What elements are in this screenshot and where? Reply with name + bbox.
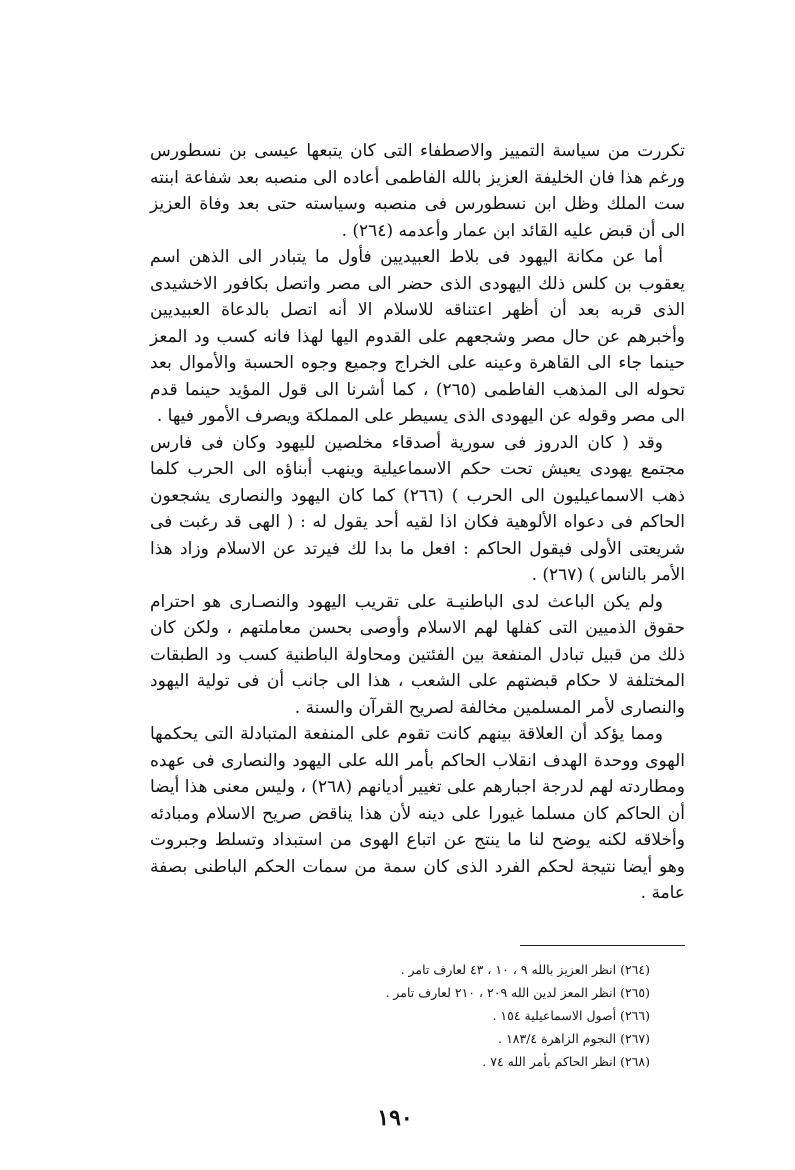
footnotes-block bbox=[250, 958, 650, 1073]
paragraph-5: ومما يؤكد أن العلاقة بينهم كانت تقوم على المنفعة المتبادلة التى يحكمها الهوى ووحدة الهدف انقلاب الحاكم بأمر الله على اليهود والنصارى فى عهده ومطاردته لهم لدرجة اجبارهم على تغيير أديانهم (٢٦٨) ، وليس معنى هذا أيضا أن الحاكم كان مسلما غيورا على دينه لأن هذا يناقض صريح الاسلام ومبادئه وأخلاقه لكنه يوضح لنا ما ينتج عن اتباع الهوى من استبداد وتسلط وجبروت وهو أيضا نتيجة لحكم الفرد الذى كان سمة من سمات الحكم الباطنى بصفة عامة . bbox=[150, 724, 685, 903]
footnote-268: (٢٦٨) انظر الحاكم بأمر الله ٧٤ . bbox=[482, 1054, 650, 1069]
main-text-block bbox=[150, 138, 685, 907]
paragraph-1: تكررت من سياسة التمييز والاصطفاء التى كان يتبعها عيسى بن نسطورس ورغم هذا فان الخليفة العزيز بالله الفاطمى أعاده الى منصبه بعد شفاعة ابنته ست الملك وظل ابن نسطورس فى منصبه وسياسته حتى بعد وفاة العزيز الى أن قبض عليه القائد ابن عمار وأعدمه (٢٦٤) . bbox=[150, 141, 685, 241]
footnote-265: (٢٦٥) انظر المعز لدين الله ٢٠٩ ، ٢١٠ لعارف تامر . bbox=[385, 985, 650, 1000]
footnote-267: (٢٦٧) النجوم الزاهرة ١٨٣/٤ . bbox=[498, 1031, 650, 1046]
footnote-divider bbox=[520, 945, 685, 946]
page-number: ١٩٠ bbox=[377, 1105, 413, 1131]
paragraph-2: أما عن مكانة اليهود فى بلاط العبيديين فأول ما يتبادر الى الذهن اسم يعقوب بن كلس ذلك اليهودى الذى حضر الى مصر واتصل بكافور الاخشيدى الذى قربه بعد أن أظهر اعتناقه للاسلام الا أنه اتصل بالدعاة العبيديين وأخبرهم عن حال مصر وشجعهم على القدوم اليها لهذا فانه كسب ود المعز حينما جاء الى القاهرة وعينه على الخراج وجميع وجوه الحسبة والأموال بعد تحوله الى المذهب الفاطمى (٢٦٥) ، كما أشرنا الى قول المؤيد حينما قدم الى مصر وقوله عن اليهودى الذى يسيطر على المملكة ويصرف الأمور فيها . bbox=[150, 247, 685, 426]
paragraph-4: ولم يكن الباعث لدى الباطنيـة على تقريب اليهود والنصـارى هو احترام حقوق الذميين التى كفلها لهم الاسلام وأوصى بحسن معاملتهم ، ولكن كان ذلك من قبيل تبادل المنفعة بين الفئتين ومحاولة الباطنية كسب ود الطبقات المختلفة لا حكام قبضتهم على الشعب ، هذا الى جانب أن فى تولية اليهود والنصارى لأمر المسلمين مخالفة لصريح القرآن والسنة . bbox=[150, 591, 685, 718]
footnote-266: (٢٦٦) أصول الاسماعيلية ١٥٤ . bbox=[492, 1008, 650, 1023]
footnote-264: (٢٦٤) انظر العزيز بالله ٩ ، ١٠ ، ٤٣ لعارف تامر . bbox=[400, 962, 650, 977]
paragraph-3: وقد ( كان الدروز فى سورية أصدقاء مخلصين لليهود وكان فى فارس مجتمع يهودى يعيش تحت حكم الاسماعيلية وينهب أبناؤه الى الحرب كلما ذهب الاسماعيليون الى الحرب ) (٢٦٦) كما كان اليهود والنصارى يشجعون الحاكم فى دعواه الألوهية فكان اذا لقيه أحد يقول له : ( الهى قد رغبت فى شريعتى الأولى فيقول الحاكم : افعل ما بدا لك فيرتد عن الاسلام وزاد هذا الأمر بالناس ) (٢٦٧) . bbox=[150, 432, 685, 585]
